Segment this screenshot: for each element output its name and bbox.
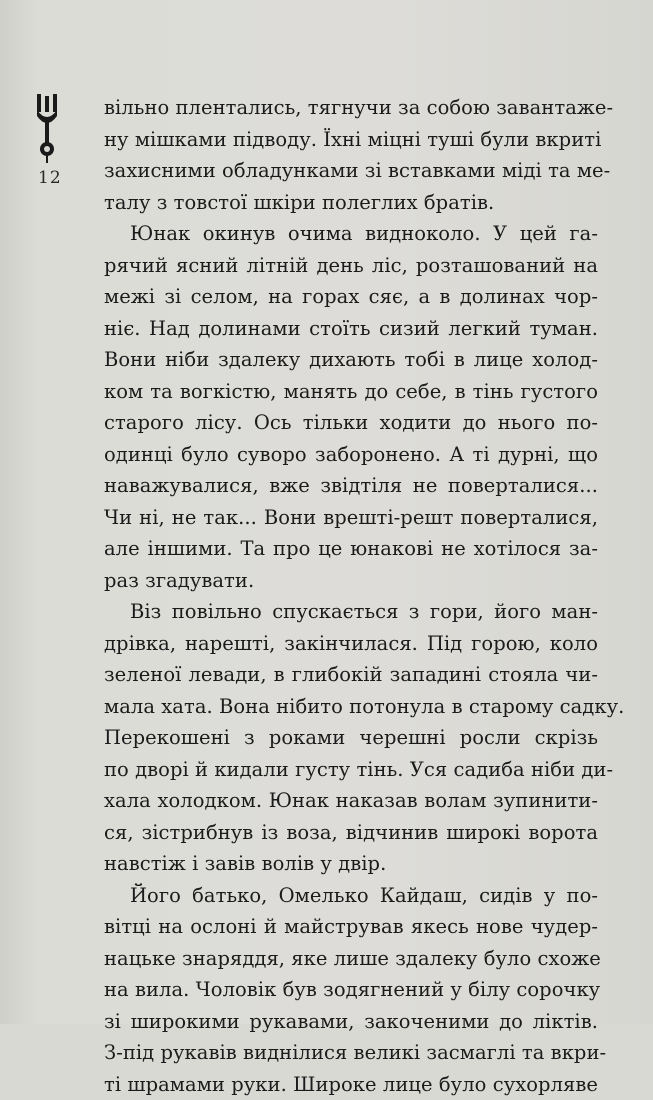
text-line: Його батько, Омелько Кайдаш, сидів у по- <box>104 880 598 912</box>
text-line: дрівка, нарешті, закінчилася. Під горою, коло <box>104 628 598 660</box>
text-line: зеленої левади, в глибокій западині стояла чи- <box>104 659 598 691</box>
text-line: талу з товстої шкіри полеглих братів. <box>104 187 598 219</box>
text-line: захисними обладунками зі вставками міді та ме- <box>104 155 598 187</box>
text-line: рячий ясний літній день ліс, розташований на <box>104 250 598 282</box>
text-line: ся, зістрибнув із воза, відчинив широкі ворота <box>104 817 598 849</box>
text-line: раз згадувати. <box>104 565 598 597</box>
text-line: вільно плентались, тягнучи за собою завантаже- <box>104 92 598 124</box>
page-number: 12 <box>38 168 62 188</box>
text-line: по дворі й кидали густу тінь. Уся садиба ніби ди- <box>104 754 598 786</box>
text-line: одинці було суворо заборонено. А ті дурні, що <box>104 439 598 471</box>
text-line: межі зі селом, на горах сяє, а в долинах чор- <box>104 281 598 313</box>
text-line: але іншими. Та про це юнакові не хотілося за- <box>104 533 598 565</box>
text-line: мала хата. Вона нібито потонула в старому садку. <box>104 691 598 723</box>
text-line: зі широкими рукавами, закоченими до ліктів. <box>104 1006 598 1038</box>
text-line: навстіж і завів волів у двір. <box>104 848 598 880</box>
text-line: ніє. Над долинами стоїть сизий легкий туман. <box>104 313 598 345</box>
text-line: Перекошені з роками черешні росли скрізь <box>104 722 598 754</box>
text-line: ті шрамами руки. Широке лице було сухорляве <box>104 1069 598 1100</box>
fork-ornament-icon <box>36 94 58 164</box>
text-line: Чи ні, не так... Вони врешті-решт поверталися, <box>104 502 598 534</box>
text-line: З-під рукавів виднілися великі засмаглі та вкри- <box>104 1037 598 1069</box>
text-line: на вила. Чоловік був зодягнений у білу сорочку <box>104 974 598 1006</box>
body-text <box>104 92 598 1100</box>
text-line: ну мішками підводу. Їхні міцні туші були вкриті <box>104 124 598 156</box>
text-line: наважувалися, вже звідтіля не поверталися... <box>104 470 598 502</box>
text-line: вітці на ослоні й майстрував якесь нове чудер- <box>104 911 598 943</box>
text-line: ком та вогкістю, манять до себе, в тінь густого <box>104 376 598 408</box>
text-line: старого лісу. Ось тільки ходити до нього по- <box>104 407 598 439</box>
text-line: хала холодком. Юнак наказав волам зупинити- <box>104 785 598 817</box>
text-line: Віз повільно спускається з гори, його ман- <box>104 596 598 628</box>
text-line: Юнак окинув очима видноколо. У цей га- <box>104 218 598 250</box>
text-line: Вони ніби здалеку дихають тобі в лице холод- <box>104 344 598 376</box>
text-line: нацьке знаряддя, яке лише здалеку було схоже <box>104 943 598 975</box>
